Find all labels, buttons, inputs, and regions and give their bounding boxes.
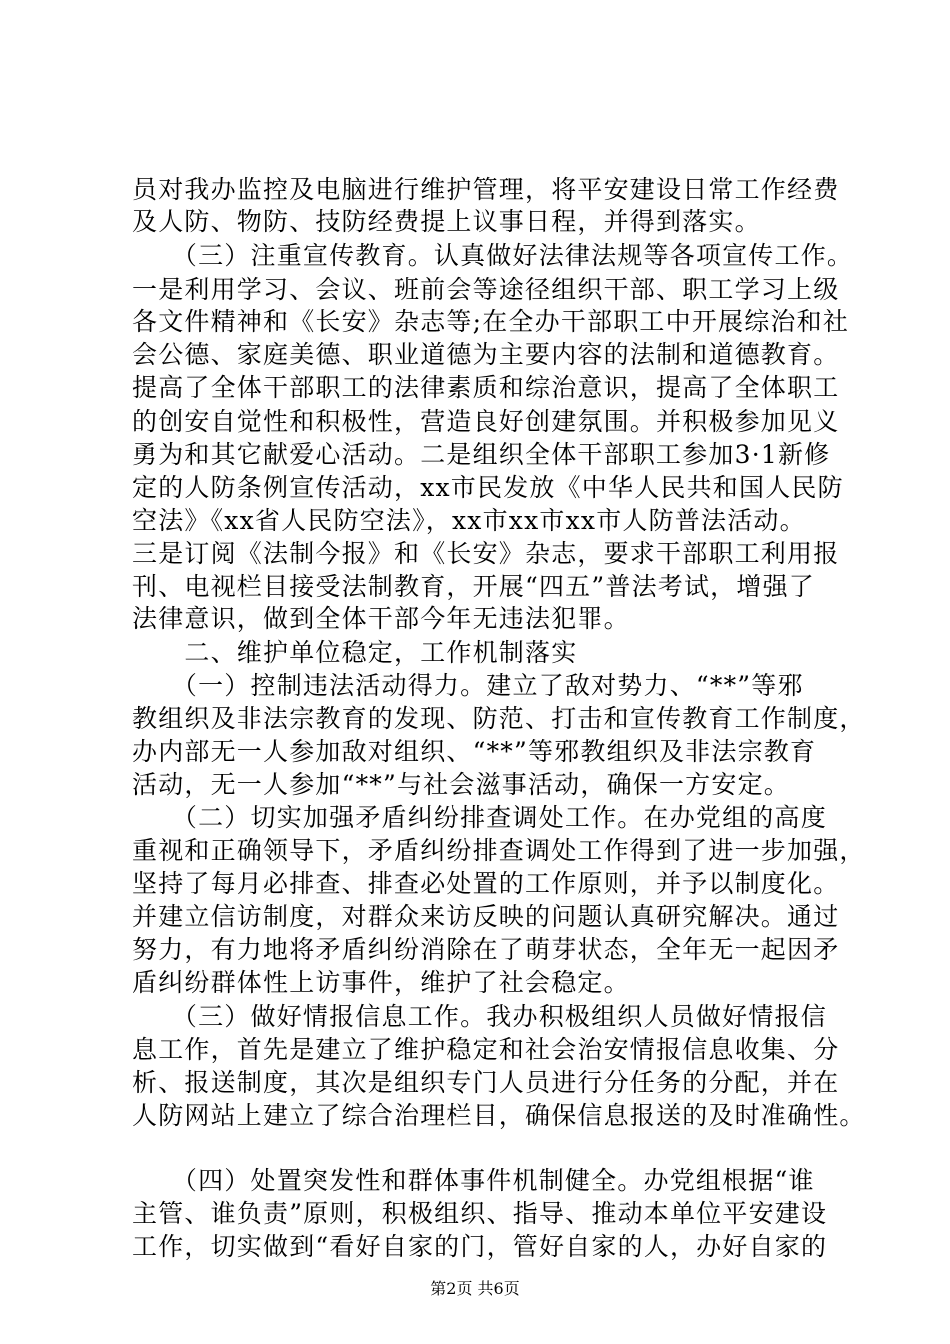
body-text-line: 主管、谁负责”原则，积极组织、指导、推动本单位平安建设 (132, 1199, 828, 1228)
body-text-line: （四）处置突发性和群体事件机制健全。办党组根据“谁 (132, 1166, 815, 1195)
body-text-line: 提高了全体干部职工的法律素质和综治意识，提高了全体职工 (132, 373, 840, 402)
body-text-line: 重视和正确领导下，矛盾纠纷排查调处工作得到了进一步加强， (132, 836, 866, 865)
body-text-line: 会公德、家庭美德、职业道德为主要内容的法制和道德教育。 (132, 340, 840, 369)
body-text-line: 空法》《xx省人民防空法》，xx市xx市xx市人防普法活动。 (132, 506, 806, 535)
body-text-line: 析、报送制度，其次是组织专门人员进行分任务的分配，并在 (132, 1068, 840, 1097)
body-text-line: 三是订阅《法制今报》和《长安》杂志，要求干部职工利用报 (132, 539, 840, 568)
section-heading: 二、维护单位稳定，工作机制落实 (132, 638, 578, 667)
body-text-line: 工作，切实做到“看好自家的门，管好自家的人，办好自家的 (132, 1232, 828, 1261)
body-text-line: 盾纠纷群体性上访事件，维护了社会稳定。 (132, 968, 630, 997)
body-text-line: 员对我办监控及电脑进行维护管理，将平安建设日常工作经费 (132, 175, 840, 204)
body-text-line: 活动，无一人参加“**”与社会滋事活动，确保一方安定。 (132, 770, 790, 799)
page-number-footer: 第2页 共6页 (430, 1279, 520, 1298)
body-text-line: 并建立信访制度，对群众来访反映的问题认真研究解决。通过 (132, 902, 840, 931)
body-text-line: （三）注重宣传教育。认真做好法律法规等各项宣传工作。 (132, 241, 854, 270)
body-text-line: 人防网站上建立了综合治理栏目，确保信息报送的及时准确性。 (132, 1101, 866, 1130)
body-text-line: （三）做好情报信息工作。我办积极组织人员做好情报信 (132, 1002, 827, 1031)
body-text-line: 及人防、物防、技防经费提上议事日程，并得到落实。 (132, 207, 761, 236)
body-text-line: 刊、电视栏目接受法制教育，开展“四五”普法考试，增强了 (132, 572, 815, 601)
body-text-line: 勇为和其它献爱心活动。二是组织全体干部职工参加3·1新修 (132, 440, 831, 469)
body-text-line: 定的人防条例宣传活动，xx市民发放《中华人民共和国人民防 (132, 473, 844, 502)
body-text-line: 坚持了每月必排查、排查必处置的工作原则，并予以制度化。 (132, 869, 840, 898)
body-text-line: 息工作，首先是建立了维护稳定和社会治安情报信息收集、分 (132, 1035, 840, 1064)
body-text-line: 教组织及非法宗教育的发现、防范、打击和宣传教育工作制度， (132, 704, 866, 733)
body-text-line: 法律意识，做到全体干部今年无违法犯罪。 (132, 604, 630, 633)
body-text-line: 办内部无一人参加敌对组织、“**”等邪教组织及非法宗教育 (132, 737, 817, 766)
body-text-line: （一）控制违法活动得力。建立了敌对势力、“**”等邪 (132, 671, 804, 700)
body-text-line: 一是利用学习、会议、班前会等途径组织干部、职工学习上级 (132, 275, 840, 304)
body-text-line: （二）切实加强矛盾纠纷排查调处工作。在办党组的高度 (132, 803, 827, 832)
body-text-line: 的创安自觉性和积极性，营造良好创建氛围。并积极参加见义 (132, 407, 840, 436)
body-text-line: 努力，有力地将矛盾纠纷消除在了萌芽状态，全年无一起因矛 (132, 935, 840, 964)
body-text-line: 各文件精神和《长安》杂志等;在全办干部职工中开展综治和社 (132, 307, 850, 336)
